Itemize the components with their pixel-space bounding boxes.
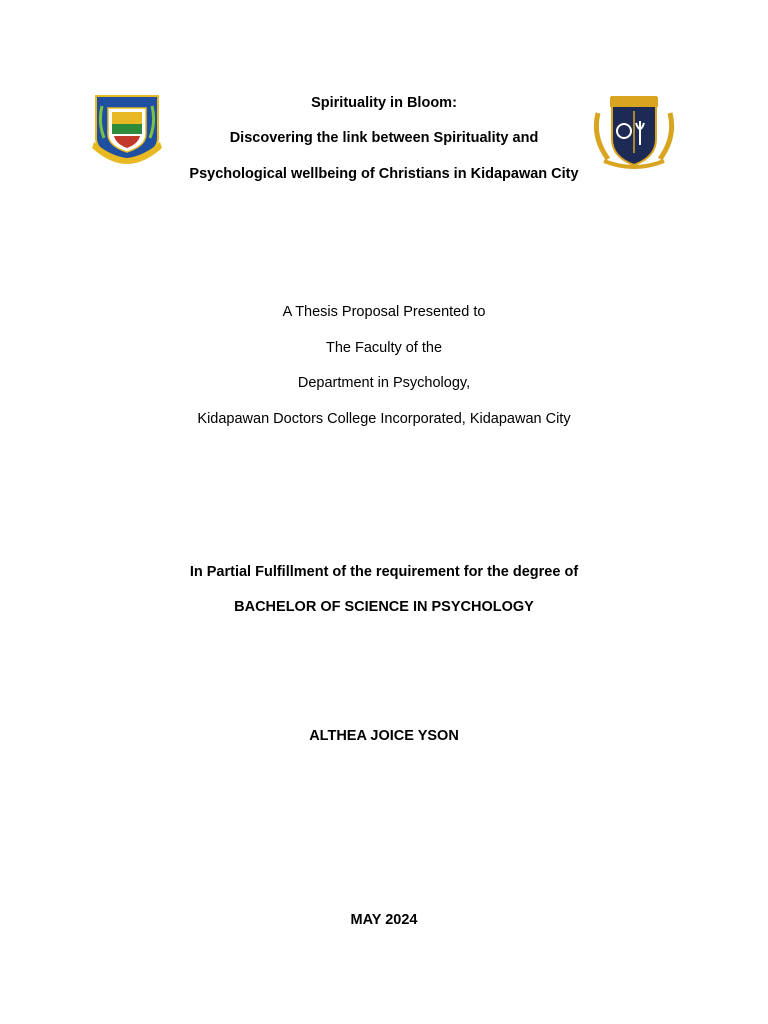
author-name: ALTHEA JOICE YSON	[309, 728, 459, 744]
thesis-title-line-1: Spirituality in Bloom:	[311, 95, 457, 111]
presentation-line-3: Department in Psychology,	[297, 375, 471, 391]
presentation-line-2: The Faculty of the	[325, 340, 443, 356]
degree-name: BACHELOR OF SCIENCE IN PSYCHOLOGY	[234, 599, 534, 615]
presentation-line-1: A Thesis Proposal Presented to	[282, 304, 486, 320]
thesis-title-line-2: Discovering the link between Spirituality and	[229, 130, 539, 146]
submission-date: MAY 2024	[350, 912, 418, 928]
thesis-title-line-3: Psychological wellbeing of Christians in Kidapawan City	[189, 166, 579, 182]
presentation-line-4: Kidapawan Doctors College Incorporated, Kidapawan City	[197, 411, 571, 427]
fulfillment-statement: In Partial Fulfillment of the requirement for the degree of	[189, 564, 579, 580]
